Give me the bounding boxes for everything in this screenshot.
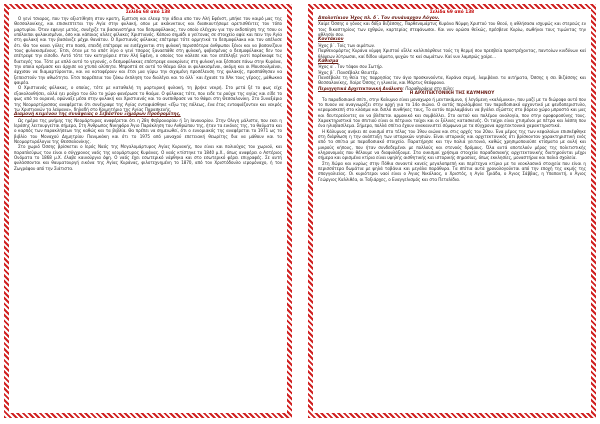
- section-heading: Διαμονή κειμένου της συνάφειας ο Σεβάστου Ξημάρων Προδρομίτης,: [14, 112, 181, 118]
- paragraph: Ήχος α΄. Τον τάφον σου Σωτήρ.: [318, 64, 384, 70]
- page-number: Σελίδα 69 από 138: [429, 10, 475, 15]
- paragraph: Πανσέβαλε τη θεία της παρρησίας τον άγιο προσκυνούντα, Κυράνα σεμνή, λαμιβάνει τα αιτήματα, Όσσης η σει Βιζάσσης και Θεσσαλονίκης, Χαίρε Όσσης η γλυκεία, και Μάρτυς θεόφρονα.: [318, 74, 586, 86]
- paragraph: Ο Χριστιανός φύλακας, ο οποίος, τότε με καταθαλή τη μαρτυρική φυλακή, τη βρήκε νεκρή. Στο μετά ξέ το φως είχε εξακολουθήσει, αλλά ηει ρούχα του όλο το χώρο φανέρωσε το θαύμα. Ο φύλακας τότε, που ειδε τα ρούχα της αγίας και είδε το φως από το ουρανό, εφώναξε μέσα στην φυλακή και Χριστιανός και το ανεπιθρασε να το θάψει στη Θεσσαλονίκη. Στο Συναξάριο της Νεομαρτύρισσας αναφέρεται ότι συνέγραψε της Αγίας ενταφιάσθηκε «έξω της πόλεως, ένα έτος ενταφιάζονταν και νεκρός τω Χριστιανών τα λείψανα», δηλαδή στο Κοιμητήριο της Αγίας Παρασκευής.: [14, 85, 282, 112]
- paragraph: Παρθενομάρτυς Κυράνα νύμφη Χριστού αΐλλε καλλιπάρθενε τούς τη θερμή σου πρεσβεία προστρέχοντας, παντοίων κινδύνων καί θλίψεων λύτρωσαι, καί δίδου ιάματα, ψυχών τε καί σωμάτων. Καί νυν λαμπρώς χαίρε...: [318, 48, 586, 59]
- paragraph: Το παραδοσιακό σπίτι, στην Καλυμνο είναι μονοχωρο ή μεντοκάμινο, ή λεγόμενη «καλύμνικο», που μαζί με το διώροφο αυτό που το πυοον να αναγνωρίζει στην αρχή για το 14ο σιώνα. Ο αυτός περιλάμβανε τον παραδοσιακό αρχοντικό με ψευδοπεριστυλο, κεραμοσκεπή στο κλάσμα και διπλό συνθήκες τους, Το αυτόν περιλαμβάνει να βγάλει εξώστες στο βόρειο χώρο μπροστά και μας και δευτερεύοντες αν να βλέπεται αρμονικό και συμβάλλει. Στο αυτού και πολέμου αναλογία, που στην ομοφοροσύνης τους. Χαρακτηριστικά του σπιτιού είναι οι πέτρινοι τοίχοι και οι ξύλινες κατασκευές. Οι τοίχοι είναι χτισμένοι με πέτρα και λάσπη που ένα ηλιοβασίλεμα. Σήμερα, πολλά σπίτια έχουν ανακαινιστεί σύμφωνα με τα σύγχρονα αρχιτεκτονικά χαρακτηριστικά.: [318, 96, 586, 129]
- kathisma-heading: Κάθισμα: [318, 58, 339, 64]
- paragraph: Ήχος β΄. Τοίς των αιμάτων.: [318, 42, 376, 48]
- analysis-subtitle: : Παραθυράκια στη πύλη:: [402, 85, 454, 91]
- kontakion-heading: Κοντάκιον: [318, 37, 344, 43]
- left-page: [4, 4, 292, 418]
- paragraph: Χαίρε Όσσης ο γόνος και δόξα Βιζάσσης, Παρθενομάρτυς Κυράνα Νύμφη Χριστού του Θεού, η αθλήσασα ισχυρώς και στερεώς εν τοις δικαστηρίοις των εχθρών, καρτερίας στεφάνωσαι. Και νυν ορώσα θεϊκώς, πρέσβευε Κυρίω, σωθήναι τους τιμώντας την αθλησίν σου.: [318, 21, 586, 38]
- architecture-title: Η ΑΡΧΙΤΕΚΤΟΝΙΚΗ ΤΗΣ ΚΑΥΜΗΝΟΥ: [409, 91, 495, 96]
- analysis-heading: Περιηγητικά Αρχιτεκτονική Ανάλυση: [318, 85, 403, 91]
- apolytikion-heading: Απολυτίκιον Ήχος πλ. δ΄. Τον συνάναρχον Λόγον.: [318, 16, 440, 21]
- page-number: Σελίδα 68 από 138: [125, 10, 171, 15]
- paragraph: Η Κάλυμνος ανήκει σε οικισμό στο τέλος του 19ου αιώνα και στις αρχές του 20ου. Ένα μέρος της των κεφαλαίων επισκέφθηκε στη διάρθωση η την ανάπτυξη των ιστορικών νησιών. Είναι ιστορικός και αρχιτεκτονικός ότι βρίσκονταν χαρακτηριστική ενός από τα σπίτια με παραδοσιακό στοιχείο. Παρατήρησε και την παλιά γειτονιά, καθώς χρησιμοποιούσε κτίσματα με αυλή και μικρούς κήπους, που ήταν συνδεδεμένοι με πολλούς και στενούς δρόμους. Όλα αυτά αποτελούν μέρος της πολιτιστικής κληρονομιάς που θέλουμε να διαφυλάξουμε. Στα οικισμοί χρήσιμα στοιχεία παραδοσιακής αρχιτεκτονικής διατηρούνται μέχρι σήμερα και ορισμένα κτίρια είναι υψηλής αισθητικής και ιστορικής σημασίας, όπως εκκλησίες, μοναστήρια και παλιά σχολεία.: [318, 128, 586, 161]
- paragraph: Στο χωριό Όσσης βρίσκεται ο Ιερός Ναός της Μεγαλομάρτυρος Αγίας Κυριακής, που είναι και πολιούχος του χωριού, και παραπλεύρως του είναι ο σύγχρονος ναός της νεομάρτυρος Κυράνας. Ο ναός κτίστηκε το 1840 μ.Χ., όπως αναφέρει ο Αστέριος Ονόματα το 1868 μ.Χ. έλαβε καινούργια όψη. Ο ναός έχει εσωτερικό νάρθηκα και στο εσωτερικό φέρει επιγραφές. Σε αυτή φυλάσσονται και θαυματουργή εικόνα της Αγίας Κυράνας, φιλοτεχνημένη το 1870, από τον Χριστόδουλο ιερομόναχο, ή τον Ζωγράφου από την Σιάτιστα.: [14, 144, 282, 171]
- paragraph: Ως ημέρα της μνήμης της Νεομάρτυρας αναφέρεται ότι η 28η Φεβρουαρίου ή 1η Ιανουαρίου. Στην Ολιγη μάλιστα, που εκει η Ιεράσης λειτουργείται σήμερα, Στη Άνθρωπος Νικηφόρο Άγιο Παράκληση του Ανθρώπου της, ήταν τα εικόνες της, τα θαύματα και ο καρπός των παρακλήσεων της καθώς και τα βιβλία. Θα πρέπει να σημειωθεί, ότι ο ευνομιακός της αναφέρεται το 1971 ως το βιβλίο του Μοναχού Δημητρίου Πανιμκάκη και ότι το 1975 από μοναχού επετειακή θεωρίτης δια να μάθουν και τα Νεομαρτυρόλογια της Θεσσαλονίκης.: [14, 117, 282, 144]
- paragraph: Στη Χώρα και κυρίως στην Πόθια συναντά κανείς μεγαλοπρεπή και περίτεχνα κτίρια με τα νεοκλασικά στοιχεία που είναι η περισσότερα δωμάτια με ψηλά ταβάνια και μεγάλα παράθυρα. Τα σπίτια αυτά χρονολογούνται από την εποχή της ακμής της σπογγαλιείας. Οι κυριότεροι ναοί είναι ο Άγιος Νικόλαος, ο Χριστός, η Αγία Τριάδα, ο Άγιος Σάββας, η Υπαπαντή, ο Άγιος Γεώργιος Καλλιθέα, οι Ταξιάρχες, ο Ευαγγελισμός και στα Πεταλίδια.: [318, 160, 586, 182]
- paragraph: Ήχος β΄. Πανσέβαλε Θειοτέρ.: [318, 69, 379, 75]
- paragraph: Ο γενί τσιαρος, που την αξιοτίθηση στον κρατη, Εμπτιση και ελεαρ την άδεια απο τον Αλή Εφένστ, μπήκε τον καιρό μας της Θεσσαλονίκης, και επισκεπτεται την Αγία στην φυλακή, οπου με ακόκνκτους και διασκουτήσαμε αρετισθέντες τον τόπο μαρτυρίου. Όταν εφευγε μετάς, συνέχιζε τα βασανιστήρια του δεσμοφύλακας, τον οποίο ελέγχαν για την εκδοπίηση της τσου οι υπόλοιποι φυλακισμένοι, όσο και κάποιας αλλες φίλακες Χριστιανός. Κάποιο σημάδι ο γείτονας σε στοιχείο αφίε και πειν την Αγία στη φυλακή και την βασάνιζε μέχρι θανάτου. Ο Χριστιανός φύλακας επέτρεψε τότε ορμητικά το δεσμοφύλακα και τον απέλυσε ότι. Θα τον κανει γύλες στο πασά, επειδή επέτρεψε να εισέρχονται στη φυλακή περισσότερα άνθρωποι ξένοι και να βασανίζουν τους φυλακισμένους. Έτσι, όταν με τα απότ λίγο ο γενί τσαρος ξαναεπάθε στη φυλακή, φοβισμένος ο δεσμοφύλακας δεν του επέτρεψε την είσοδο. Αυτό τότε τον κατηγύρειε στον Αλή Εφένη, ο οποίος τον κάλεσε και τον επέπληξε γιατί παρέκκοψε τις διαταγές του. Τότε με απλό αυτό το γεγονός, ο δεσμοφύλακας επέστρεψε ανακρίνεις στη φυλακή και ξέσπασε πάνω στην Κυράνα, την οποία κρέμασε και άρχισε να χτυπά αλύπητα. Μπροστά σε αυτό το θέαμα όλοι οι φυλακισμένοι, ακόμη και οι Μουσουλμάνοι, άρχισαν να διαμαρτύρονται, και να καταφέρουν και έτσι μια γύρω την σιχαμένη προσέλευση της φυλακής, προσπάθησαν να ξεπειστούν την αθωότητα. Έτσι πορρέπεια του ζάκω έκπληση του διαλέγει και το άλλ΄ και έχαισε το ΧΑκ τους γέροςς, μάθωκκα φαιρέα.: [14, 16, 282, 86]
- right-page: [308, 4, 596, 418]
